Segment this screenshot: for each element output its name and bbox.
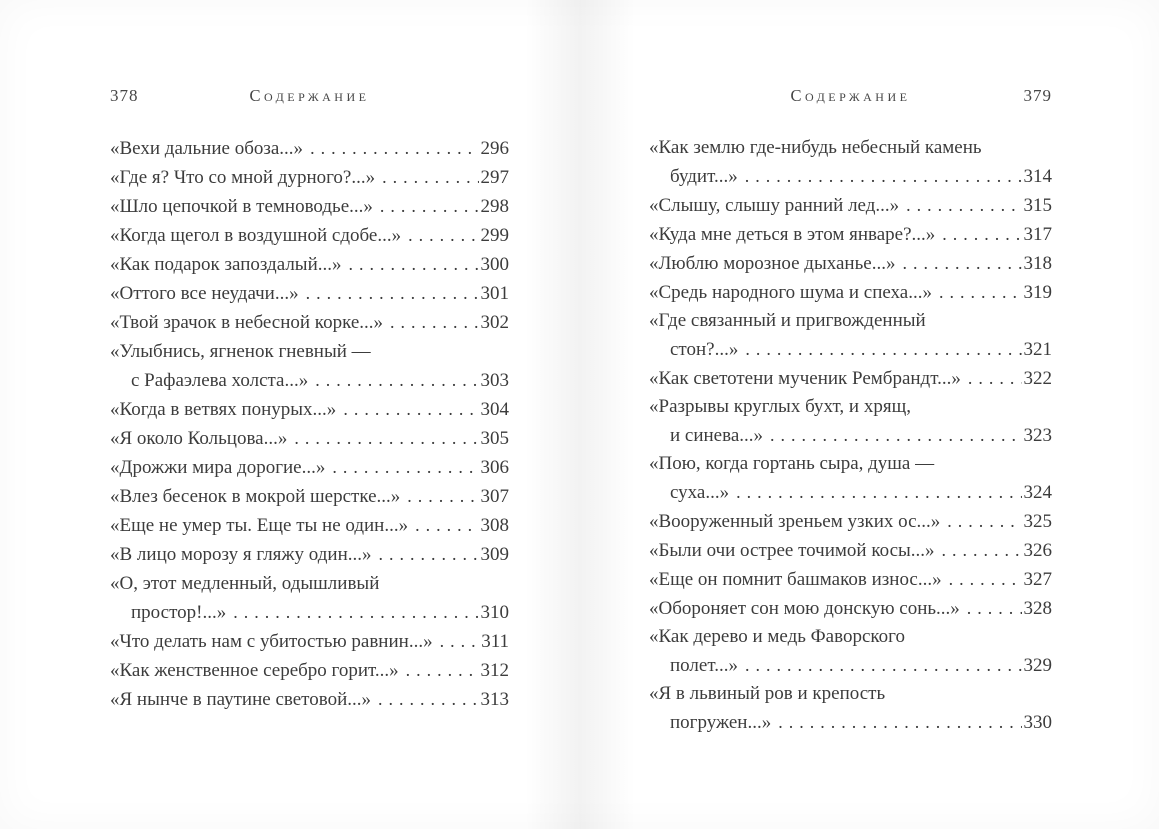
dot-leader <box>947 507 1021 536</box>
toc-entry <box>649 364 1052 393</box>
toc-entry-line <box>649 594 1052 623</box>
toc-entry <box>649 565 1052 594</box>
toc-entry <box>649 393 1052 450</box>
toc-entry-line <box>110 656 509 685</box>
entry-title: «Когда щегол в воздушной сдобе...» <box>110 225 402 246</box>
toc-entry-line <box>110 453 509 482</box>
toc-entry-line <box>649 162 1052 191</box>
toc-entry-line <box>649 191 1052 220</box>
toc-entry <box>110 192 509 221</box>
folio-number: 378 <box>110 86 139 105</box>
entry-page-number: 322 <box>1023 368 1052 389</box>
toc-entry-line <box>649 680 1052 708</box>
entry-title: с Рафаэлева холста...» <box>131 370 309 391</box>
toc-entry <box>110 134 509 163</box>
folio-number: 379 <box>1023 86 1052 105</box>
toc-entry <box>110 250 509 279</box>
entry-title: и синева...» <box>670 425 764 446</box>
entry-title: «Разрывы круглых бухт, и хрящ, <box>649 396 911 417</box>
toc-entry-line <box>110 250 509 279</box>
running-head: Содержание <box>790 86 911 105</box>
dot-leader <box>310 134 478 163</box>
toc-entry-line <box>110 685 509 714</box>
entry-page-number: 329 <box>1023 655 1052 676</box>
toc-entry-line <box>649 623 1052 651</box>
toc-entry <box>110 540 509 569</box>
entry-page-number: 325 <box>1023 511 1052 532</box>
entry-title: суха...» <box>670 482 730 503</box>
dot-leader <box>942 220 1021 249</box>
dot-leader <box>408 221 478 250</box>
entry-page-number: 324 <box>1023 482 1052 503</box>
toc-entry-line <box>649 393 1052 421</box>
entry-title: «Где я? Что со мной дурного?...» <box>110 167 376 188</box>
toc-entry-line <box>110 366 509 395</box>
dot-leader <box>379 540 479 569</box>
dot-leader <box>378 685 479 714</box>
dot-leader <box>440 627 480 656</box>
toc-entry-line <box>110 134 509 163</box>
entry-title: «Люблю морозное дыханье...» <box>649 253 896 274</box>
entry-page-number: 321 <box>1023 339 1052 360</box>
toc-entry-line <box>110 511 509 540</box>
entry-title: «Как женственное серебро горит...» <box>110 660 399 681</box>
entry-page-number: 300 <box>480 254 509 275</box>
toc-entry-line <box>649 335 1052 364</box>
entry-title: «Влез бесенок в мокрой шерстке...» <box>110 486 401 507</box>
entry-title: «В лицо морозу я гляжу один...» <box>110 544 372 565</box>
entry-title: «Вехи дальние обоза...» <box>110 138 304 159</box>
entry-page-number: 317 <box>1023 224 1052 245</box>
entry-page-number: 308 <box>480 515 509 536</box>
entry-title: «Как светотени мученик Рембрандт...» <box>649 368 961 389</box>
toc-entry-line <box>649 278 1052 307</box>
dot-leader <box>906 191 1021 220</box>
toc-entry-line <box>110 279 509 308</box>
toc-entry <box>110 337 509 395</box>
dot-leader <box>745 651 1022 680</box>
entry-page-number: 311 <box>481 631 509 652</box>
entry-title: «Пою, когда гортань сыра, душа — <box>649 453 935 474</box>
toc-entry-line <box>649 536 1052 565</box>
toc-entry <box>649 278 1052 307</box>
dot-leader <box>332 453 478 482</box>
toc-entry <box>649 507 1052 536</box>
entry-page-number: 310 <box>480 602 509 623</box>
dot-leader <box>343 395 478 424</box>
dot-leader <box>306 279 479 308</box>
entry-page-number: 299 <box>480 225 509 246</box>
entry-page-number: 301 <box>480 283 509 304</box>
dot-leader <box>407 482 478 511</box>
toc-list-left <box>110 134 509 714</box>
toc-entry <box>110 511 509 540</box>
toc-entry-line <box>110 569 509 598</box>
entry-page-number: 305 <box>480 428 509 449</box>
entry-page-number: 328 <box>1023 598 1052 619</box>
dot-leader <box>736 478 1021 507</box>
entry-page-number: 319 <box>1023 282 1052 303</box>
entry-page-number: 297 <box>480 167 509 188</box>
entry-page-number: 327 <box>1023 569 1052 590</box>
entry-title: стон?...» <box>670 339 739 360</box>
page-header-left <box>110 86 509 106</box>
dot-leader <box>967 594 1022 623</box>
toc-entry-line <box>649 307 1052 335</box>
dot-leader <box>968 364 1022 393</box>
entry-page-number: 326 <box>1023 540 1052 561</box>
toc-entry <box>110 163 509 192</box>
toc-entry-line <box>110 192 509 221</box>
toc-entry-line <box>110 337 509 366</box>
toc-entry <box>649 594 1052 623</box>
dot-leader <box>382 163 478 192</box>
entry-page-number: 315 <box>1023 195 1052 216</box>
entry-title: «Куда мне деться в этом январе?...» <box>649 224 936 245</box>
entry-title: «Как землю где-нибудь небесный камень <box>649 137 982 158</box>
dot-leader <box>770 421 1021 450</box>
entry-page-number: 314 <box>1023 166 1052 187</box>
page-right <box>579 0 1159 829</box>
entry-title: будит...» <box>670 166 738 187</box>
toc-entry-line <box>649 651 1052 680</box>
toc-entry <box>649 191 1052 220</box>
toc-entry-line <box>110 598 509 627</box>
toc-entry <box>110 482 509 511</box>
toc-entry-line <box>649 421 1052 450</box>
toc-entry <box>110 424 509 453</box>
toc-entry <box>649 307 1052 364</box>
entry-title: «Средь народного шума и спеха...» <box>649 282 932 303</box>
dot-leader <box>745 335 1021 364</box>
entry-title: «О, этот медленный, одышливый <box>110 573 380 594</box>
entry-page-number: 307 <box>480 486 509 507</box>
entry-page-number: 312 <box>480 660 509 681</box>
entry-page-number: 296 <box>480 138 509 159</box>
toc-entry <box>110 656 509 685</box>
toc-entry <box>110 308 509 337</box>
toc-list-right <box>649 134 1052 737</box>
toc-entry-line <box>110 627 509 656</box>
entry-title: погружен...» <box>670 712 772 733</box>
toc-entry <box>649 623 1052 680</box>
entry-title: «Я нынче в паутине световой...» <box>110 689 371 710</box>
page-header-right <box>649 86 1052 106</box>
toc-entry-line <box>649 507 1052 536</box>
dot-leader <box>294 424 478 453</box>
entry-title: «Шло цепочкой в темноводье...» <box>110 196 373 217</box>
toc-entry <box>110 685 509 714</box>
dot-leader <box>390 308 478 337</box>
toc-entry-line <box>110 540 509 569</box>
dot-leader <box>406 656 479 685</box>
toc-entry <box>649 220 1052 249</box>
dot-leader <box>233 598 478 627</box>
toc-entry-line <box>110 163 509 192</box>
dot-leader <box>349 250 479 279</box>
toc-entry-line <box>649 249 1052 278</box>
toc-entry-line <box>649 450 1052 478</box>
entry-title: «Оттого все неудачи...» <box>110 283 299 304</box>
toc-entry-line <box>649 134 1052 162</box>
toc-entry <box>110 569 509 627</box>
entry-title: «Вооруженный зреньем узких ос...» <box>649 511 941 532</box>
toc-entry-line <box>110 424 509 453</box>
entry-title: «Как подарок запоздалый...» <box>110 254 342 275</box>
toc-entry-line <box>649 364 1052 393</box>
dot-leader <box>939 278 1022 307</box>
dot-leader <box>902 249 1021 278</box>
dot-leader <box>415 511 478 540</box>
toc-entry <box>110 279 509 308</box>
entry-page-number: 306 <box>480 457 509 478</box>
toc-entry-line <box>110 308 509 337</box>
entry-title: «Слышу, слышу ранний лед...» <box>649 195 900 216</box>
running-head: Содержание <box>249 86 370 105</box>
entry-page-number: 313 <box>480 689 509 710</box>
entry-title: «Были очи острее точимой косы...» <box>649 540 935 561</box>
toc-entry <box>649 249 1052 278</box>
toc-entry-line <box>649 478 1052 507</box>
entry-title: «Еще он помнит башмаков износ...» <box>649 569 942 590</box>
toc-entry-line <box>649 708 1052 737</box>
entry-title: «Когда в ветвях понурых...» <box>110 399 337 420</box>
entry-title: «Что делать нам с убитостью равнин...» <box>110 631 433 652</box>
entry-page-number: 298 <box>480 196 509 217</box>
entry-page-number: 318 <box>1023 253 1052 274</box>
toc-entry-line <box>110 482 509 511</box>
entry-title: простор!...» <box>131 602 227 623</box>
entry-title: полет...» <box>670 655 738 676</box>
toc-entry <box>110 221 509 250</box>
entry-title: «Еще не умер ты. Еще ты не один...» <box>110 515 409 536</box>
entry-page-number: 302 <box>480 312 509 333</box>
entry-page-number: 304 <box>480 399 509 420</box>
entry-page-number: 303 <box>480 370 509 391</box>
toc-entry <box>649 536 1052 565</box>
page-left <box>0 0 579 829</box>
dot-leader <box>380 192 479 221</box>
entry-page-number: 309 <box>480 544 509 565</box>
toc-entry <box>110 627 509 656</box>
toc-entry <box>649 450 1052 507</box>
toc-entry-line <box>649 565 1052 594</box>
dot-leader <box>942 536 1022 565</box>
toc-entry <box>110 395 509 424</box>
toc-entry-line <box>110 221 509 250</box>
toc-entry-line <box>649 220 1052 249</box>
entry-title: «Я около Кольцова...» <box>110 428 288 449</box>
entry-page-number: 330 <box>1023 712 1052 733</box>
dot-leader <box>949 565 1022 594</box>
entry-title: «Твой зрачок в небесной корке...» <box>110 312 384 333</box>
entry-title: «Обороняет сон мою донскую сонь...» <box>649 598 960 619</box>
toc-entry <box>649 134 1052 191</box>
dot-leader <box>315 366 478 395</box>
toc-entry-line <box>110 395 509 424</box>
dot-leader <box>778 708 1021 737</box>
entry-title: «Где связанный и пригвожденный <box>649 310 926 331</box>
toc-entry <box>110 453 509 482</box>
toc-entry <box>649 680 1052 737</box>
dot-leader <box>745 162 1022 191</box>
entry-title: «Я в львиный ров и крепость <box>649 683 886 704</box>
entry-title: «Как дерево и медь Фаворского <box>649 626 905 647</box>
entry-title: «Улыбнись, ягненок гневный — <box>110 341 371 362</box>
entry-title: «Дрожжи мира дорогие...» <box>110 457 326 478</box>
entry-page-number: 323 <box>1023 425 1052 446</box>
